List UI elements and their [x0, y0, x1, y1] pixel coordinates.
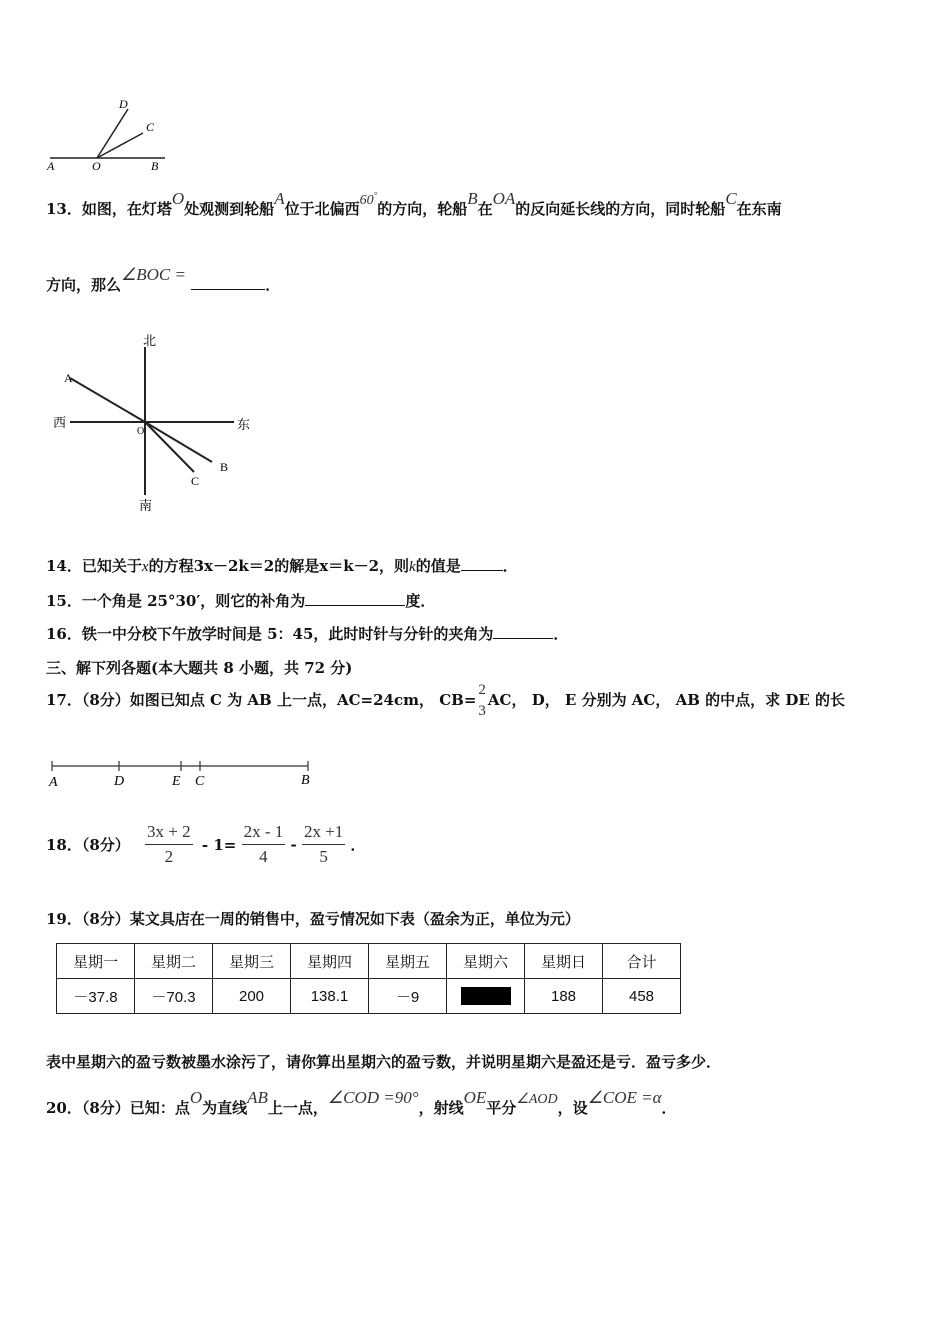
question-14: 14．已知关于x的方程3x－2k＝2的解是x＝k－2，则k的值是 ．	[46, 557, 518, 575]
south-label: 南	[139, 498, 153, 513]
label-B: B	[151, 159, 159, 173]
point-O-label: O	[137, 426, 145, 437]
ink-blot	[461, 987, 511, 1005]
question-20: 20．（8分）已知：点O为直线AB上一点，∠COD =90°，射线OE平分∠AOD，设∠COE =α．	[46, 1088, 677, 1117]
header-cell: 星期一	[57, 944, 135, 979]
header-cell: 星期日	[525, 944, 603, 979]
answer-blank[interactable]	[191, 288, 265, 290]
value-cell: －70.3	[135, 979, 213, 1014]
compass-figure	[48, 327, 263, 517]
west-label: 西	[53, 415, 67, 430]
label-D: D	[119, 97, 128, 111]
answer-blank[interactable]	[305, 604, 405, 606]
question-18: 18．（8分） $\frac{3x + 2}{2}$ - 1= $\frac{2x - 1}{4}$ - $\frac{2x +1}{5}$ ．	[46, 822, 366, 866]
value-cell: 138.1	[291, 979, 369, 1014]
table-row	[57, 979, 681, 1014]
seg-label-D: D	[114, 774, 125, 789]
section-heading: 三、解下列各题(本大题共 8 小题，共 72 分)	[46, 659, 353, 677]
value-cell: 458	[603, 979, 681, 1014]
seg-label-A: A	[49, 775, 58, 790]
north-label: 北	[143, 333, 157, 348]
value-cell: 188	[525, 979, 603, 1014]
answer-blank[interactable]	[461, 569, 503, 571]
header-cell: 星期五	[369, 944, 447, 979]
point-B-label: B	[220, 460, 229, 474]
label-A: A	[47, 159, 55, 173]
question-19-note: 表中星期六的盈亏数被墨水涂污了，请你算出星期六的盈亏数，并说明星期六是盈还是亏．盈亏多少．	[46, 1053, 722, 1071]
seg-label-E: E	[172, 774, 181, 789]
value-cell: －37.8	[57, 979, 135, 1014]
point-C-label: C	[191, 474, 200, 488]
seg-label-C: C	[195, 774, 205, 789]
segment-figure	[44, 758, 324, 792]
angle-figure	[40, 95, 180, 175]
header-cell: 星期四	[291, 944, 369, 979]
value-cell: －9	[369, 979, 447, 1014]
table-header-row	[57, 944, 681, 979]
label-C: C	[146, 120, 155, 134]
ink-blot-cell	[447, 979, 525, 1014]
question-13-line2: 方向，那么∠BOC = ．	[46, 265, 281, 294]
question-13: 13．如图，在灯塔O处观测到轮船A位于北偏西60°的方向，轮船B在OA的反向延长线的方向，同时轮船C在东南	[46, 189, 782, 218]
question-16: 16．铁一中分校下午放学时间是 5：45，此时时针与分针的夹角为 ．	[46, 625, 569, 643]
question-19: 19．（8分）某文具店在一周的销售中，盈亏情况如下表（盈余为正，单位为元）	[46, 910, 580, 928]
question-17: 17．（8分）如图已知点 C 为 AB 上一点，AC=24cm， CB= 2 3 AC， D， E 分别为 AC， AB 的中点，求 DE 的长	[46, 682, 846, 719]
label-O: O	[92, 159, 101, 173]
header-cell: 星期六	[447, 944, 525, 979]
seg-label-B: B	[301, 773, 310, 788]
header-cell: 星期二	[135, 944, 213, 979]
point-A-label: A	[64, 371, 73, 385]
header-cell: 星期三	[213, 944, 291, 979]
value-cell: 200	[213, 979, 291, 1014]
question-15: 15．一个角是 25°30′，则它的补角为 度．	[46, 592, 436, 610]
east-label: 东	[237, 417, 251, 432]
header-cell: 合计	[603, 944, 681, 979]
sales-table	[56, 943, 681, 1014]
answer-blank[interactable]	[493, 637, 553, 639]
